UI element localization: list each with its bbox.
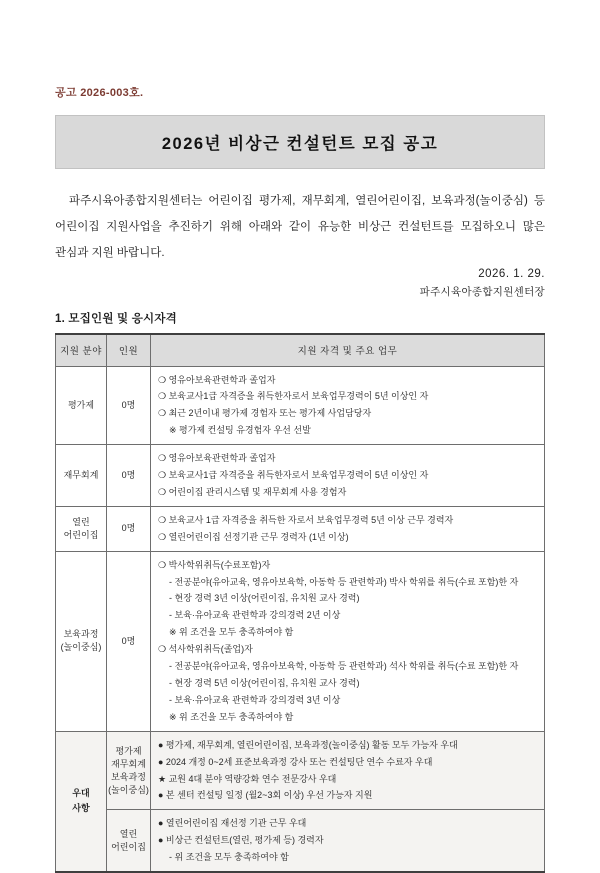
preference-label-cell: [56, 731, 107, 872]
field-line: 열린: [119, 828, 138, 839]
header-row: [56, 334, 545, 366]
field-line: 어린이집: [63, 529, 99, 540]
preference-row: [56, 810, 545, 872]
field-line: 보육과정: [63, 629, 99, 640]
detail-line: - 현장 경력 3년 이상(어린이집, 유치원 교사 경력): [169, 593, 360, 604]
title-box: [55, 115, 545, 169]
field-line: 평가제: [67, 399, 95, 410]
detail-line: ❍ 어린이집 관리시스템 및 재무회계 사용 경험자: [158, 486, 347, 497]
detail-line: ❍ 보육교사 1급 자격증을 취득한 자로서 보육업무경력 5년 이상 근무 경력자: [158, 514, 454, 525]
detail-line: ● 평가제, 재무회계, 열린어린이집, 보육과정(놀이중심) 활동 모두 가능자 우대: [158, 739, 458, 750]
detail-cell: [151, 551, 545, 731]
table-row: [56, 551, 545, 731]
field-line: 사항: [72, 803, 90, 814]
col-header-count: 인원: [107, 334, 151, 366]
detail-line: ❍ 보육교사1급 자격증을 취득한자로서 보육업무경력이 5년 이상인 자: [158, 470, 429, 481]
preference-row: [56, 731, 545, 810]
detail-line: ❍ 박사학위취득(수료포함)자: [158, 559, 271, 570]
table-row: [56, 506, 545, 551]
field-cell: [56, 445, 107, 507]
notice-number: 공고 2026-003호.: [55, 87, 144, 99]
detail-line: - 보육·유아교육 관련학과 강의경력 2년 이상: [169, 610, 341, 621]
detail-line: ※ 위 조건을 모두 충족하여야 함: [169, 627, 294, 638]
detail-cell: [151, 731, 545, 810]
field-cell: [56, 506, 107, 551]
detail-line: ❍ 최근 2년이내 평가제 경험자 또는 평가제 사업담당자: [158, 408, 372, 419]
field-line: 재무회계: [63, 469, 99, 480]
detail-line: ※ 위 조건을 모두 충족하여야 함: [169, 711, 294, 722]
col-header-field: 지원 분야: [56, 334, 107, 366]
field-line: 평가제: [115, 745, 142, 756]
table-header: [56, 334, 545, 366]
table-row: [56, 366, 545, 445]
count-cell: 0명: [107, 445, 151, 507]
preference-field-cell: [107, 810, 151, 872]
detail-cell: [151, 445, 545, 507]
detail-line: ❍ 석사학위취득(졸업)자: [158, 644, 253, 655]
document-content: [55, 0, 545, 873]
detail-line: ※ 평가제 컨설팅 유경험자 우선 선발: [169, 425, 311, 436]
field-line: 어린이집: [111, 841, 146, 852]
detail-line: ● 열린어린이집 재선정 기관 근무 우대: [158, 818, 307, 829]
field-line: 재무회계: [111, 758, 146, 769]
count-cell: 0명: [107, 551, 151, 731]
count-cell: 0명: [107, 506, 151, 551]
section-1-heading: 1. 모집인원 및 응시자격: [55, 313, 177, 325]
detail-line: ★ 교원 4대 분야 역량강화 연수 전문강사 우대: [158, 773, 337, 784]
detail-line: ● 본 센터 컨설팅 일정 (월2~3회 이상) 우선 가능자 지원: [158, 790, 373, 801]
detail-line: ❍ 영유아보육관련학과 졸업자: [158, 453, 276, 464]
signature: 파주시육아종합지원센터장: [419, 286, 545, 298]
field-line: 우대: [72, 788, 90, 799]
recruitment-table: [55, 333, 545, 873]
count-cell: 0명: [107, 366, 151, 445]
announcement-date: 2026. 1. 29.: [478, 268, 545, 280]
detail-line: ● 비상근 컨설턴트(열린, 평가제 등) 경력자: [158, 835, 324, 846]
intro-paragraph: 파주시육아종합지원센터는 어린이집 평가제, 재무회계, 열린어린이집, 보육과정(놀이중심) 등 어린이집 지원사업을 추진하기 위해 아래와 같이 유능한 비상근 컨설턴트를 모집하오니 많은 관심과 지원 바랍니다.: [55, 195, 545, 259]
field-cell: [56, 366, 107, 445]
field-line: (놀이중심): [108, 784, 149, 795]
page-title: 2026년 비상근 컨설턴트 모집 공고: [161, 135, 439, 153]
field-line: (놀이중심): [60, 642, 102, 653]
table-row: [56, 445, 545, 507]
detail-line: - 위 조건을 모두 충족하여야 함: [169, 852, 289, 863]
detail-line: - 현장 경력 5년 이상(어린이집, 유치원 교사 경력): [169, 678, 360, 688]
detail-line: ● 2024 개정 0~2세 표준보육과정 강사 또는 컨설팅단 연수 수료자 우대: [158, 756, 433, 767]
detail-line: ❍ 영유아보육관련학과 졸업자: [158, 374, 276, 385]
detail-line: - 전공분야(유아교육, 영유아보육학, 아동학 등 관련학과) 박사 학위를 취득(수료 포함)한 자: [169, 576, 519, 587]
detail-cell: [151, 506, 545, 551]
col-header-detail: 지원 자격 및 주요 업무: [151, 334, 545, 366]
detail-cell: [151, 366, 545, 445]
field-line: 열린: [72, 516, 90, 527]
field-line: 보육과정: [111, 771, 146, 782]
preference-field-cell: [107, 731, 151, 810]
field-cell: [56, 551, 107, 731]
detail-line: ❍ 보육교사1급 자격증을 취득한자로서 보육업무경력이 5년 이상인 자: [158, 391, 429, 402]
detail-line: - 보육·유아교육 관련학과 강의경력 3년 이상: [169, 694, 341, 705]
detail-cell: [151, 810, 545, 872]
detail-line: - 전공분야(유아교육, 영유아보육학, 아동학 등 관련학과) 석사 학위를 취득(수료 포함)한 자: [169, 661, 519, 672]
table-body: [56, 366, 545, 872]
detail-line: ❍ 열린어린이집 선정기관 근무 경력자 (1년 이상): [158, 531, 349, 542]
